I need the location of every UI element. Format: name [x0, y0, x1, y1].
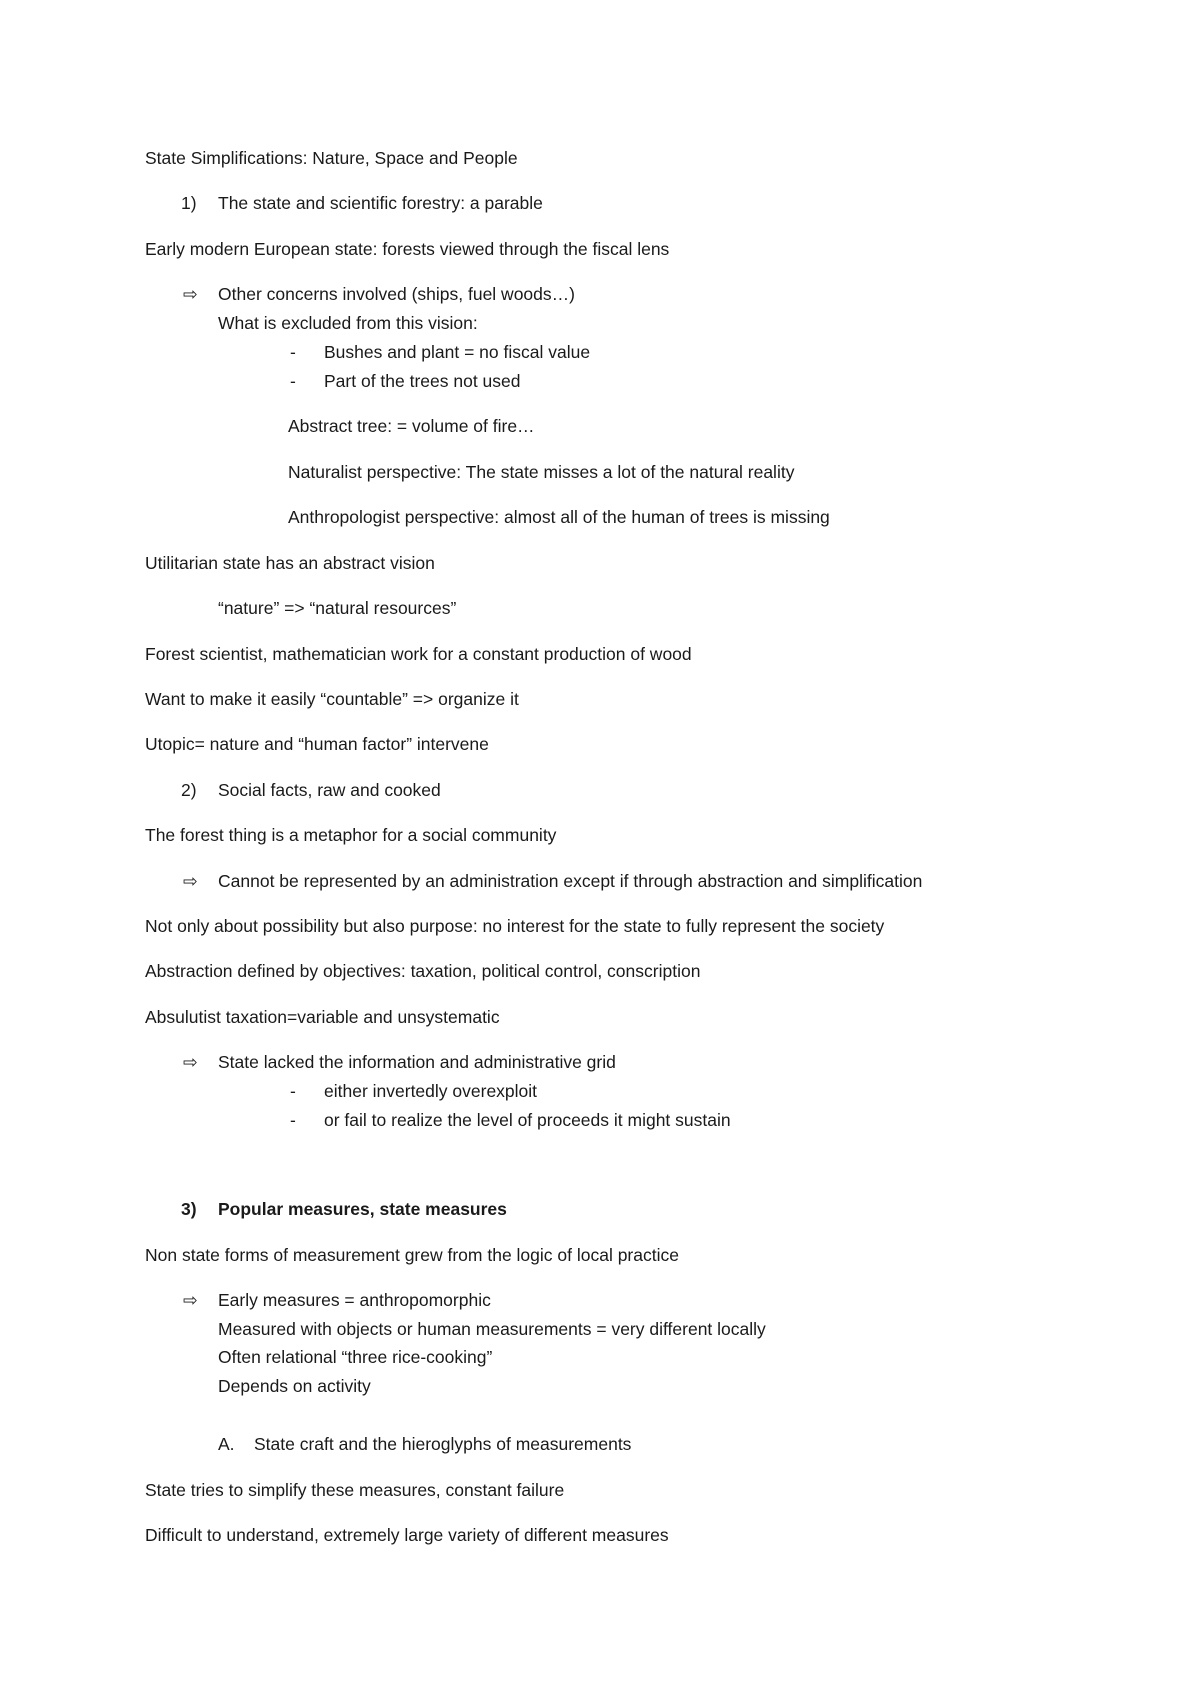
bullet-text: State lacked the information and administrative grid [218, 1052, 616, 1072]
paragraph: Not only about possibility but also purpose: no interest for the state to fully represent the society [145, 916, 885, 936]
arrow-bullet-icon: ⇨ [183, 1290, 198, 1310]
bullet-text: Depends on activity [218, 1376, 371, 1396]
paragraph: The forest thing is a metaphor for a social community [145, 825, 557, 845]
indented-text: “nature” => “natural resources” [218, 598, 457, 618]
indented-text: Naturalist perspective: The state misses a lot of the natural reality [288, 462, 795, 482]
paragraph: Difficult to understand, extremely large variety of different measures [145, 1525, 669, 1545]
bullet-text: Other concerns involved (ships, fuel woods…) [218, 284, 575, 304]
dash-item: or fail to realize the level of proceeds it might sustain [324, 1110, 731, 1130]
bullet-text: Often relational “three rice-cooking” [218, 1347, 493, 1367]
paragraph: State tries to simplify these measures, constant failure [145, 1480, 565, 1500]
indented-text: Anthropologist perspective: almost all of the human of trees is missing [288, 507, 830, 527]
paragraph: Want to make it easily “countable” => organize it [145, 689, 519, 709]
section-3-number: 3) [181, 1199, 197, 1219]
section-1-heading: The state and scientific forestry: a parable [218, 193, 543, 213]
paragraph: Early modern European state: forests viewed through the fiscal lens [145, 239, 670, 259]
document-title: State Simplifications: Nature, Space and People [145, 148, 518, 168]
indented-text: Abstract tree: = volume of fire… [288, 416, 535, 436]
section-2-number: 2) [181, 780, 197, 800]
section-1-number: 1) [181, 193, 197, 213]
bullet-text: What is excluded from this vision: [218, 313, 478, 333]
dash-bullet-icon: - [290, 371, 296, 391]
subsection-a-marker: A. [218, 1434, 235, 1454]
paragraph: Utopic= nature and “human factor” intervene [145, 734, 489, 754]
arrow-bullet-icon: ⇨ [183, 284, 198, 304]
bullet-text: Measured with objects or human measurements = very different locally [218, 1319, 766, 1339]
subsection-a-heading: State craft and the hieroglyphs of measurements [254, 1434, 632, 1454]
dash-bullet-icon: - [290, 342, 296, 362]
arrow-bullet-icon: ⇨ [183, 1052, 198, 1072]
dash-bullet-icon: - [290, 1110, 296, 1130]
paragraph: Forest scientist, mathematician work for a constant production of wood [145, 644, 692, 664]
dash-item: either invertedly overexploit [324, 1081, 538, 1101]
paragraph: Abstraction defined by objectives: taxation, political control, conscription [145, 961, 701, 981]
dash-bullet-icon: - [290, 1081, 296, 1101]
section-3-heading: Popular measures, state measures [218, 1199, 507, 1219]
paragraph: Absulutist taxation=variable and unsystematic [145, 1007, 500, 1027]
section-2-heading: Social facts, raw and cooked [218, 780, 441, 800]
dash-item: Bushes and plant = no fiscal value [324, 342, 591, 362]
arrow-bullet-icon: ⇨ [183, 871, 198, 891]
paragraph: Non state forms of measurement grew from the logic of local practice [145, 1245, 679, 1265]
paragraph: Utilitarian state has an abstract vision [145, 553, 435, 573]
dash-item: Part of the trees not used [324, 371, 521, 391]
bullet-text: Early measures = anthropomorphic [218, 1290, 491, 1310]
bullet-text: Cannot be represented by an administration except if through abstraction and simplification [218, 871, 923, 891]
